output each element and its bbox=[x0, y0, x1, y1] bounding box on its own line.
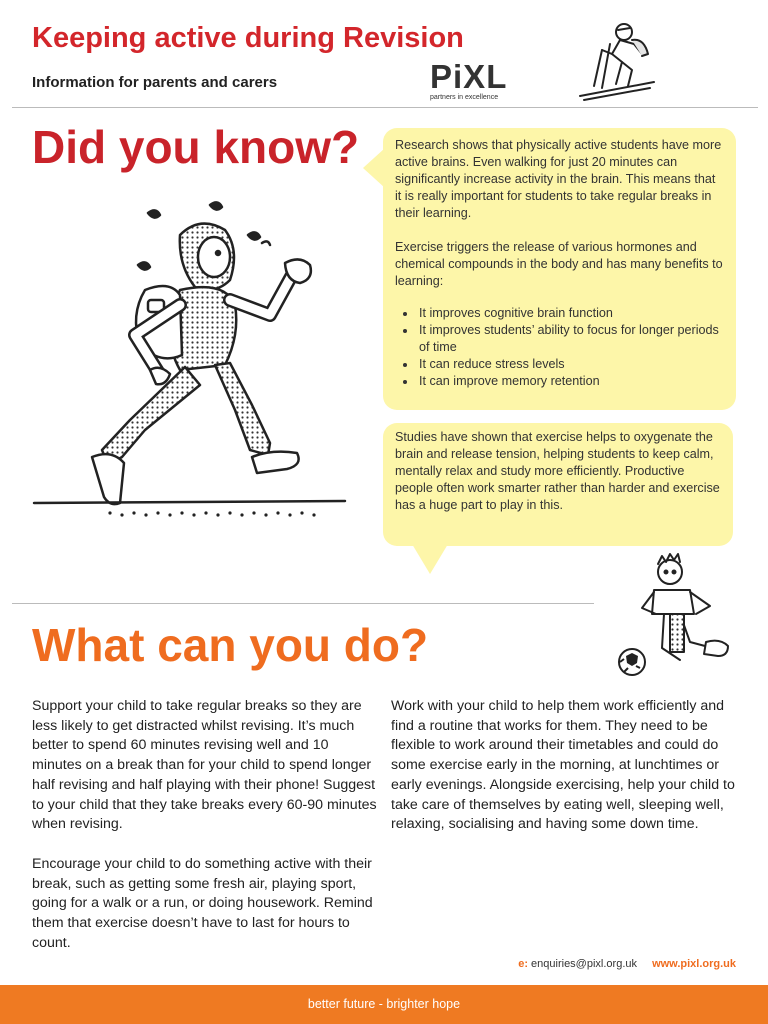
footballer-icon bbox=[610, 552, 740, 682]
list-item: • It improves students’ ability to focus for longer periods of time bbox=[417, 322, 724, 356]
bubble-paragraph: Exercise triggers the release of various hormones and chemical compounds in the body and has many benefits to learning: bbox=[395, 240, 723, 288]
info-bubble-research bbox=[383, 128, 736, 410]
what-can-you-do-heading: What can you do? bbox=[32, 619, 429, 671]
advice-paragraph: Support your child to take regular breaks so they are less likely to get distracted whilst revising. It’s much better to spend 60 minutes revising well and 10 minutes on a break than for your child to spend longer half revising and half playing with their phone! Suggest to your child that they take breaks every 60-90 minutes when revising. bbox=[32, 698, 377, 833]
page-title: Keeping active during Revision bbox=[32, 22, 464, 54]
did-you-know-heading: Did you know? bbox=[32, 121, 360, 173]
footer-banner bbox=[0, 985, 768, 1024]
skier-icon bbox=[572, 14, 662, 104]
bubble-paragraph: Research shows that physically active students have more active brains. Even walking for just 20 minutes can significantly increase activity in the brain. This means that it is really important for students to take regular breaks in their learning. bbox=[395, 138, 722, 220]
advice-paragraph: Work with your child to help them work efficiently and find a routine that works for them. They need to be flexible to work around their timetables and could do some exercise early in the morning, at lunchtimes or early evenings. Alongside exercising, help your child to take care of themselves by eating well, sleeping well, relaxing, socialising and having some down time. bbox=[391, 698, 735, 833]
footer-tagline: better future - brighter hope bbox=[307, 997, 461, 1011]
advice-column-right bbox=[391, 697, 737, 835]
list-item: • It can reduce stress levels bbox=[417, 356, 724, 373]
running-student-icon bbox=[30, 195, 355, 530]
logo-word: PiXL bbox=[430, 58, 508, 95]
pixl-logo bbox=[430, 60, 512, 101]
advice-column-left bbox=[32, 697, 382, 953]
list-item: • It can improve memory retention bbox=[417, 373, 724, 390]
email-label: e: bbox=[518, 958, 528, 970]
bubble-tail bbox=[363, 148, 385, 188]
info-bubble-studies bbox=[383, 423, 733, 546]
header-divider bbox=[12, 107, 758, 108]
email-link[interactable]: enquiries@pixl.org.uk bbox=[531, 958, 637, 970]
advice-paragraph: Encourage your child to do something active with their break, such as getting some fresh air, playing sport, going for a walk or a run, or doing housework. Remind them that exercise doesn’t have to last for hours to count. bbox=[32, 855, 373, 951]
benefits-list bbox=[395, 305, 724, 390]
logo-tagline: partners in excellence bbox=[430, 94, 499, 101]
page-subtitle: Information for parents and carers bbox=[32, 74, 278, 91]
bubble-paragraph: Studies have shown that exercise helps to oxygenate the brain and release tension, helping students to keep calm, mentally relax and study more efficiently. Productive people often work smarter rather than harder and exercise has a huge part to play in this. bbox=[395, 430, 720, 512]
bubble-tail bbox=[412, 544, 448, 574]
contact-line bbox=[518, 958, 736, 970]
section-divider bbox=[12, 603, 594, 604]
list-item: • It improves cognitive brain function bbox=[417, 305, 724, 322]
website-link[interactable]: www.pixl.org.uk bbox=[652, 958, 736, 970]
